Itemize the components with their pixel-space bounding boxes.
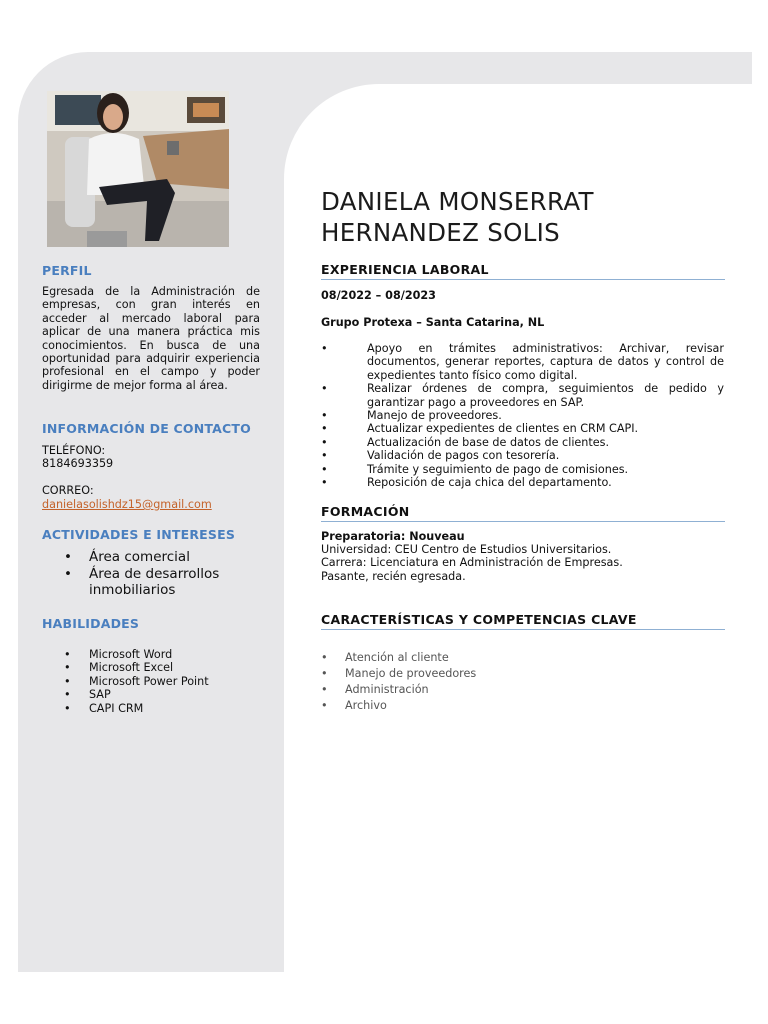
experience-list xyxy=(321,342,724,489)
experience-dates: 08/2022 – 08/2023 xyxy=(321,289,436,302)
list-item: • Actualizar expedientes de clientes en CRM CAPI. xyxy=(321,422,724,435)
list-item: • Microsoft Excel xyxy=(64,661,209,674)
profile-photo xyxy=(47,91,229,247)
list-item: • Trámite y seguimiento de pago de comisiones. xyxy=(321,463,724,476)
phone-label: TELÉFONO: xyxy=(42,444,106,457)
email-label: CORREO: xyxy=(42,484,94,497)
list-item: • Validación de pagos con tesorería. xyxy=(321,449,724,462)
phone-value: 8184693359 xyxy=(42,457,114,470)
education-status: Pasante, recién egresada. xyxy=(321,570,466,583)
education-section-title: FORMACIÓN xyxy=(321,504,725,522)
list-item: • Manejo de proveedores. xyxy=(321,409,724,422)
candidate-name xyxy=(321,186,594,248)
list-item: • Atención al cliente xyxy=(321,650,476,666)
list-item: • Reposición de caja chica del departamento. xyxy=(321,476,724,489)
education-university: Universidad: CEU Centro de Estudios Universitarios. xyxy=(321,543,612,556)
list-item: • Realizar órdenes de compra, seguimientos de pedido y garantizar pago a proveedores en SAP. xyxy=(321,382,724,409)
list-item: • Microsoft Power Point xyxy=(64,675,209,688)
competencies-section-title: CARACTERÍSTICAS Y COMPETENCIAS CLAVE xyxy=(321,612,725,630)
list-item: • Archivo xyxy=(321,698,476,714)
list-item: • CAPI CRM xyxy=(64,702,209,715)
skills-list xyxy=(64,648,209,715)
list-item: • Administración xyxy=(321,682,476,698)
list-item: • Área de desarrollos inmobiliarios xyxy=(64,566,264,599)
skills-section-title: HABILIDADES xyxy=(42,616,140,631)
profile-text: Egresada de la Administración de empresas, con gran interés en acceder al mercado laboral para aplicar de una manera práctica mis conocimientos. En busca de una oportunidad para adquirir experiencia profesional en el campo y poder dirigirme de mejor forma al área. xyxy=(42,285,260,392)
list-item: • Manejo de proveedores xyxy=(321,666,476,682)
list-item: • Actualización de base de datos de clientes. xyxy=(321,436,724,449)
interests-section-title: ACTIVIDADES E INTERESES xyxy=(42,527,236,542)
experience-company: Grupo Protexa – Santa Catarina, NL xyxy=(321,316,545,329)
education-career: Carrera: Licenciatura en Administración de Empresas. xyxy=(321,556,623,569)
profile-section-title: PERFIL xyxy=(42,263,92,278)
interests-list xyxy=(64,549,264,599)
education-school: Preparatoria: Nouveau xyxy=(321,530,465,543)
experience-section-title: EXPERIENCIA LABORAL xyxy=(321,262,725,280)
list-item: • Área comercial xyxy=(64,549,264,566)
competencies-list xyxy=(321,650,476,714)
list-item: • Apoyo en trámites administrativos: Archivar, revisar documentos, generar reportes, captura de datos y control de expedientes tanto físico como digital. xyxy=(321,342,724,382)
list-item: • Microsoft Word xyxy=(64,648,209,661)
contact-section-title: INFORMACIÓN DE CONTACTO xyxy=(42,421,251,436)
email-link[interactable]: danielasolishdz15@gmail.com xyxy=(42,498,212,511)
list-item: • SAP xyxy=(64,688,209,701)
name-line-2: HERNANDEZ SOLIS xyxy=(321,218,561,247)
name-line-1: DANIELA MONSERRAT xyxy=(321,187,594,216)
